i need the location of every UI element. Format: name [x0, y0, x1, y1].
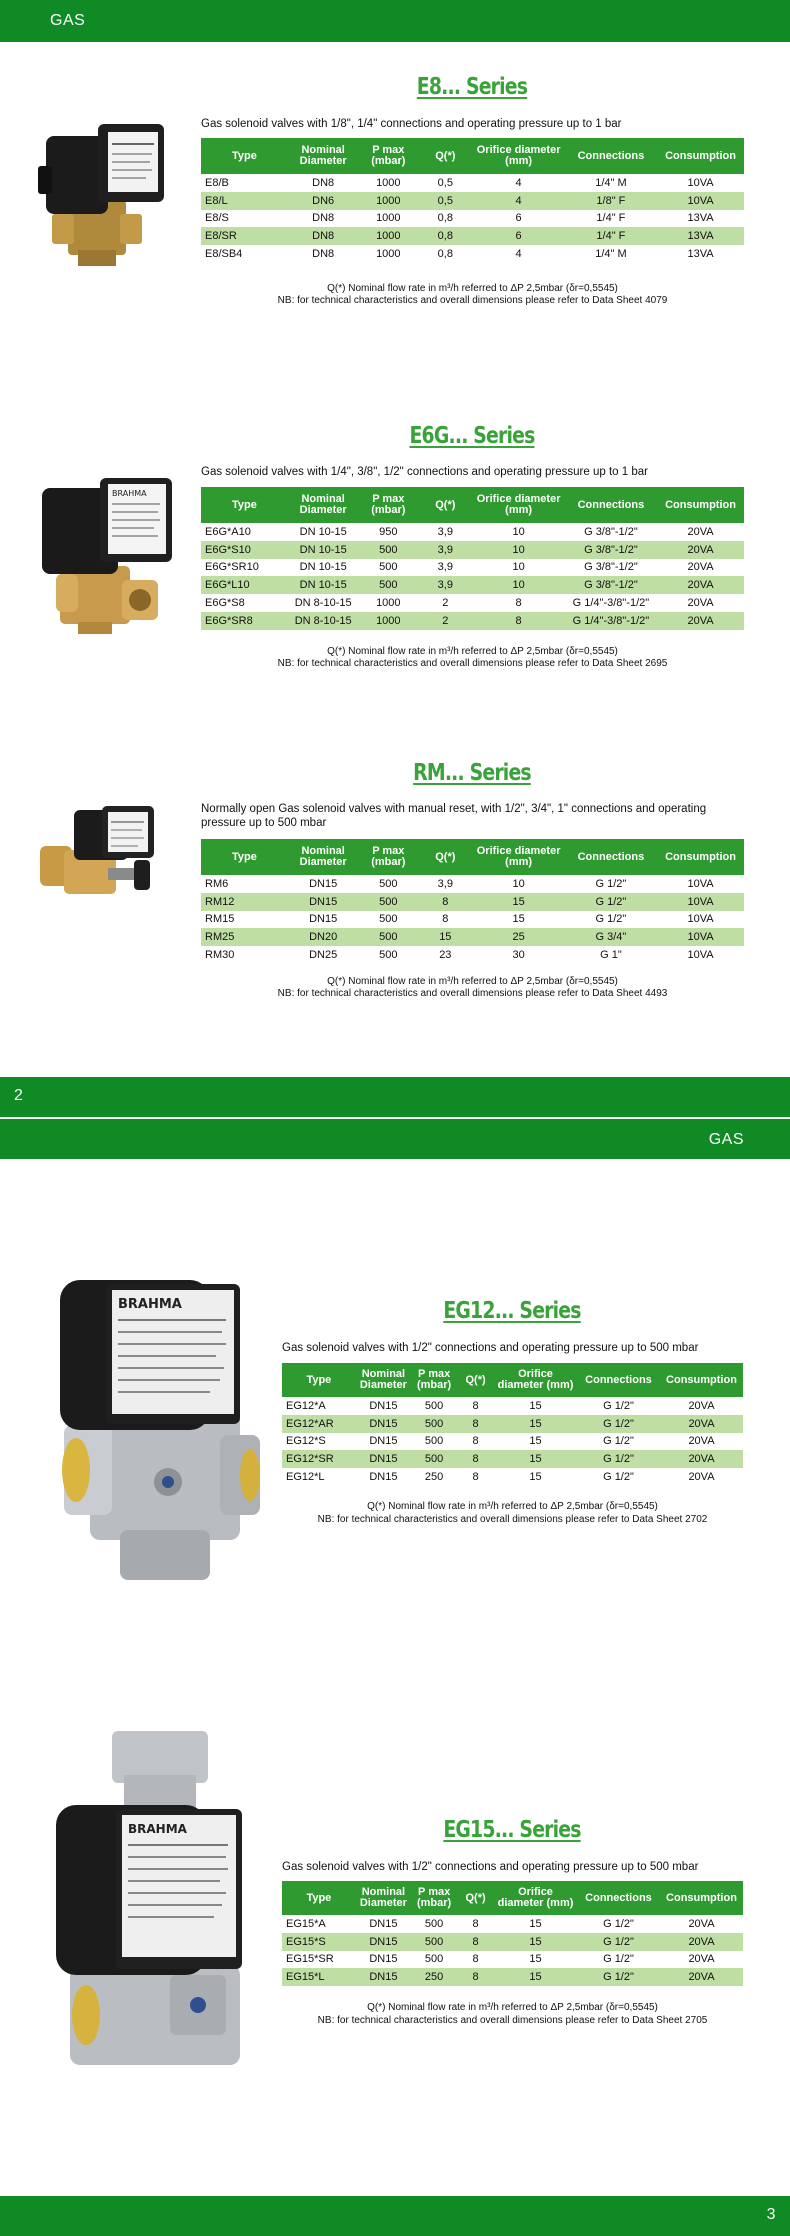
- table-cell: E8/SR: [201, 227, 288, 245]
- table-cell: DN8: [312, 248, 335, 261]
- table-cell: 10: [472, 541, 564, 559]
- table-cell: 20VA: [688, 1471, 715, 1484]
- table-cell: 1000: [376, 248, 401, 261]
- table-cell: 500: [411, 1933, 457, 1951]
- column-header: Q(*): [418, 839, 472, 875]
- series-title: EG15... Series: [443, 1817, 581, 1843]
- table-row: [282, 1397, 743, 1415]
- table-cell: 15: [494, 1415, 577, 1433]
- table-row: [201, 928, 744, 946]
- table-cell: 8: [472, 1471, 479, 1484]
- table-cell: 950: [379, 525, 398, 538]
- table-cell: 15: [529, 1953, 542, 1966]
- rm-valve-photo: [34, 800, 164, 920]
- column-header: Connections: [565, 487, 657, 523]
- table-cell: 1/4" F: [596, 212, 626, 225]
- table-cell: 2: [418, 612, 472, 630]
- table-cell: DN15: [369, 1399, 398, 1412]
- column-header: P max (mbar): [411, 1363, 457, 1397]
- table-cell: 23: [439, 949, 452, 962]
- table-cell: 500: [379, 913, 398, 926]
- column-header: P max (mbar): [411, 1881, 457, 1915]
- table-cell: EG15*SR: [286, 1953, 334, 1966]
- table-cell: RM15: [205, 913, 235, 926]
- header-band-page-3: [0, 1119, 790, 1159]
- column-header: Connections: [577, 1881, 660, 1915]
- flow-note: Q(*) Nominal flow rate in m³/h referred to ΔP 2,5mbar (δr=0,5545): [367, 1501, 658, 1512]
- column-header: Q(*): [418, 487, 472, 523]
- table-cell: 8: [442, 913, 449, 926]
- brand-label: BRAHMA: [112, 489, 147, 498]
- table-cell: 0,8: [418, 227, 472, 245]
- table-cell: DN15: [356, 1933, 411, 1951]
- table-cell: G 1/2": [603, 1953, 634, 1966]
- table-cell: DN15: [369, 1953, 398, 1966]
- table-cell: 8: [457, 1450, 494, 1468]
- table-cell: 3,9: [437, 877, 453, 890]
- column-header: Orifice diameter (mm): [472, 839, 564, 875]
- column-header: Q(*): [457, 1881, 494, 1915]
- table-cell: 4: [472, 192, 564, 210]
- series-description: Gas solenoid valves with 1/8", 1/4" connections and operating pressure up to 1 bar: [201, 118, 622, 130]
- table-cell: 15: [529, 1917, 542, 1930]
- header-label: GAS: [708, 1131, 744, 1148]
- table-cell: E6G*A10: [205, 525, 251, 538]
- table-row: [201, 523, 744, 541]
- table-cell: 8: [472, 1435, 479, 1448]
- table-cell: DN6: [288, 192, 359, 210]
- table-cell: 0,8: [437, 248, 453, 261]
- table-cell: 3,9: [418, 576, 472, 594]
- column-header: P max (mbar): [358, 839, 418, 875]
- table-cell: 500: [424, 1399, 444, 1412]
- table-cell: E8/SB4: [205, 248, 243, 261]
- table-cell: DN25: [309, 949, 338, 962]
- table-row: [201, 227, 744, 245]
- table-cell: 500: [379, 949, 398, 962]
- table-cell: 15: [494, 1968, 577, 1986]
- column-header: P max (mbar): [358, 487, 418, 523]
- table-cell: 15: [472, 893, 564, 911]
- table-cell: DN15: [356, 1450, 411, 1468]
- table-cell: 10VA: [687, 949, 714, 962]
- table-cell: 20VA: [688, 1917, 715, 1930]
- table-cell: G 1/2": [603, 1917, 634, 1930]
- table-cell: 250: [424, 1471, 444, 1484]
- spec-table: [282, 1881, 743, 1986]
- table-cell: DN 8-10-15: [288, 612, 359, 630]
- table-cell: 20VA: [687, 561, 714, 574]
- table-cell: G 3/8"-1/2": [565, 576, 657, 594]
- datasheet-note: NB: for technical characteristics and overall dimensions please refer to Data Sheet 4493: [277, 988, 668, 999]
- table-cell: DN20: [288, 928, 359, 946]
- table-cell: G 1/4"-3/8"-1/2": [565, 612, 657, 630]
- table-cell: DN15: [356, 1968, 411, 1986]
- table-cell: DN15: [288, 893, 359, 911]
- column-header: Nominal Diameter: [288, 839, 359, 875]
- series-description: Gas solenoid valves with 1/4", 3/8", 1/2" connections and operating pressure up to 1 bar: [201, 466, 648, 478]
- table-row: [282, 1968, 743, 1986]
- table-cell: 15: [529, 1471, 542, 1484]
- table-cell: 3,9: [437, 525, 453, 538]
- table-row: [201, 612, 744, 630]
- column-header: Consumption: [657, 839, 744, 875]
- table-row: [201, 541, 744, 559]
- series-title: RM... Series: [413, 760, 531, 786]
- table-cell: 15: [529, 1399, 542, 1412]
- table-cell: 1000: [358, 612, 418, 630]
- table-cell: EG12*S: [286, 1435, 326, 1448]
- table-cell: 10: [472, 576, 564, 594]
- column-header: Type: [201, 138, 288, 174]
- table-cell: 500: [358, 928, 418, 946]
- table-cell: 1000: [358, 227, 418, 245]
- table-cell: 20VA: [687, 525, 714, 538]
- e6g-valve-photo: [34, 462, 184, 640]
- table-cell: G 1/2": [577, 1968, 660, 1986]
- table-cell: 500: [424, 1953, 444, 1966]
- table-cell: 20VA: [688, 1399, 715, 1412]
- table-cell: DN 10-15: [299, 561, 347, 574]
- table-row: [201, 875, 744, 893]
- page-number: 3: [766, 2206, 776, 2223]
- table-cell: 500: [358, 541, 418, 559]
- column-header: Type: [282, 1881, 356, 1915]
- table-cell: 8: [418, 893, 472, 911]
- table-cell: 13VA: [657, 227, 744, 245]
- table-cell: 1000: [358, 192, 418, 210]
- table-cell: 15: [529, 1435, 542, 1448]
- table-cell: E8/L: [201, 192, 288, 210]
- table-row: [201, 174, 744, 192]
- table-cell: 4: [515, 176, 522, 189]
- table-cell: EG12*AR: [282, 1415, 356, 1433]
- table-cell: E6G*SR8: [201, 612, 288, 630]
- table-row: [282, 1933, 743, 1951]
- table-cell: 500: [358, 893, 418, 911]
- table-cell: DN8: [288, 227, 359, 245]
- table-cell: RM6: [205, 877, 229, 890]
- table-cell: DN 10-15: [299, 525, 347, 538]
- table-cell: 8: [472, 1399, 479, 1412]
- table-cell: 20VA: [657, 612, 744, 630]
- table-cell: DN8: [312, 176, 335, 189]
- table-cell: G 1/2": [595, 877, 627, 890]
- table-cell: DN 10-15: [288, 576, 359, 594]
- flow-note: Q(*) Nominal flow rate in m³/h referred to ΔP 2,5mbar (δr=0,5545): [327, 283, 618, 294]
- table-cell: 500: [379, 561, 398, 574]
- table-cell: 8: [472, 1953, 479, 1966]
- table-row: [201, 559, 744, 577]
- column-header: Consumption: [657, 138, 744, 174]
- table-cell: RM12: [201, 893, 288, 911]
- eg12-valve-photo: [50, 1260, 265, 1600]
- table-cell: 8: [457, 1968, 494, 1986]
- table-cell: G 1/2": [577, 1450, 660, 1468]
- column-header: Consumption: [657, 487, 744, 523]
- table-cell: 10: [512, 561, 525, 574]
- table-row: [201, 192, 744, 210]
- table-cell: DN15: [309, 877, 338, 890]
- table-cell: 30: [512, 949, 525, 962]
- series-title: EG12... Series: [443, 1298, 581, 1324]
- datasheet-note: NB: for technical characteristics and overall dimensions please refer to Data Sheet 2702: [317, 1514, 708, 1525]
- table-cell: 10: [512, 525, 525, 538]
- table-cell: 1000: [376, 176, 401, 189]
- column-header: Q(*): [418, 138, 472, 174]
- table-row: [201, 594, 744, 612]
- table-cell: G 1/2": [565, 893, 657, 911]
- table-cell: 25: [472, 928, 564, 946]
- page-number: 2: [14, 1087, 24, 1104]
- table-cell: 10VA: [687, 913, 714, 926]
- series-description: Normally open Gas solenoid valves with manual reset, with 1/2", 3/4", 1" connections and operating pressure up to 500 mbar: [201, 803, 707, 829]
- table-cell: 500: [424, 1435, 444, 1448]
- table-cell: DN15: [356, 1415, 411, 1433]
- table-cell: 1/4" M: [595, 176, 627, 189]
- table-cell: RM30: [205, 949, 235, 962]
- table-cell: 500: [358, 576, 418, 594]
- e8-valve-photo: [38, 110, 178, 275]
- footer-band-page-2: [0, 1077, 790, 1117]
- table-cell: E6G*SR10: [205, 561, 259, 574]
- spec-table: [201, 839, 744, 964]
- datasheet-note: NB: for technical characteristics and overall dimensions please refer to Data Sheet 2695: [277, 658, 668, 669]
- table-row: [201, 911, 744, 929]
- table-cell: 1/8" F: [565, 192, 657, 210]
- table-cell: 20VA: [688, 1435, 715, 1448]
- spec-table: [201, 487, 744, 630]
- table-row: [282, 1415, 743, 1433]
- table-cell: DN15: [369, 1471, 398, 1484]
- table-cell: 15: [494, 1933, 577, 1951]
- table-cell: EG15*S: [282, 1933, 356, 1951]
- column-header: Consumption: [660, 1363, 743, 1397]
- table-cell: 0,8: [437, 212, 453, 225]
- table-cell: DN 8-10-15: [294, 597, 352, 610]
- flow-note: Q(*) Nominal flow rate in m³/h referred to ΔP 2,5mbar (δr=0,5545): [327, 646, 618, 657]
- table-cell: 1/4" F: [565, 227, 657, 245]
- table-cell: 2: [442, 597, 449, 610]
- table-cell: 6: [515, 212, 522, 225]
- table-cell: 20VA: [687, 597, 714, 610]
- table-cell: 10VA: [687, 176, 714, 189]
- table-cell: 1000: [376, 212, 401, 225]
- table-cell: 20VA: [657, 541, 744, 559]
- column-header: Nominal Diameter: [288, 138, 359, 174]
- table-cell: G 3/8"-1/2": [565, 541, 657, 559]
- column-header: Orifice diameter (mm): [494, 1363, 577, 1397]
- table-cell: 10: [512, 877, 525, 890]
- column-header: Orifice diameter (mm): [472, 487, 564, 523]
- column-header: Nominal Diameter: [356, 1363, 411, 1397]
- table-cell: G 1/4"-3/8"-1/2": [572, 597, 650, 610]
- table-cell: EG12*SR: [282, 1450, 356, 1468]
- table-cell: DN 10-15: [288, 541, 359, 559]
- table-cell: G 1/2": [577, 1933, 660, 1951]
- column-header: Nominal Diameter: [288, 487, 359, 523]
- table-cell: 500: [411, 1450, 457, 1468]
- column-header: Connections: [577, 1363, 660, 1397]
- header-label: GAS: [50, 12, 86, 29]
- table-cell: DN15: [309, 913, 338, 926]
- table-cell: E6G*L10: [201, 576, 288, 594]
- table-cell: G 1/2": [595, 913, 627, 926]
- table-row: [282, 1433, 743, 1451]
- table-cell: E8/S: [205, 212, 229, 225]
- table-cell: 3,9: [418, 541, 472, 559]
- table-cell: G 3/4": [565, 928, 657, 946]
- table-row: [201, 210, 744, 228]
- table-cell: 6: [472, 227, 564, 245]
- table-cell: 20VA: [660, 1450, 743, 1468]
- table-cell: E8/B: [205, 176, 229, 189]
- spec-table: [282, 1363, 743, 1486]
- table-cell: 1/4" M: [595, 248, 627, 261]
- table-row: [282, 1915, 743, 1933]
- table-cell: G 1/2": [603, 1435, 634, 1448]
- table-cell: 250: [411, 1968, 457, 1986]
- table-cell: 13VA: [687, 248, 714, 261]
- table-cell: EG12*L: [286, 1471, 325, 1484]
- table-cell: 8: [472, 612, 564, 630]
- series-description: Gas solenoid valves with 1/2" connections and operating pressure up to 500 mbar: [282, 1861, 699, 1873]
- series-description: Gas solenoid valves with 1/2" connections and operating pressure up to 500 mbar: [282, 1342, 699, 1354]
- series-title: E6G... Series: [409, 423, 535, 449]
- column-header: Type: [282, 1363, 356, 1397]
- table-cell: 10VA: [657, 928, 744, 946]
- table-cell: RM25: [201, 928, 288, 946]
- table-cell: G 1/2": [603, 1399, 634, 1412]
- footer-band-page-3: [0, 2196, 790, 2236]
- header-band-top: [0, 0, 790, 42]
- datasheet-note: NB: for technical characteristics and overall dimensions please refer to Data Sheet 2705: [317, 2015, 708, 2026]
- table-cell: E6G*S8: [205, 597, 245, 610]
- table-cell: 8: [457, 1933, 494, 1951]
- table-cell: 20VA: [660, 1933, 743, 1951]
- table-row: [201, 946, 744, 964]
- table-cell: 3,9: [437, 561, 453, 574]
- table-cell: 500: [424, 1917, 444, 1930]
- table-cell: 15: [418, 928, 472, 946]
- column-header: Connections: [565, 138, 657, 174]
- table-cell: EG15*L: [282, 1968, 356, 1986]
- table-cell: 20VA: [688, 1953, 715, 1966]
- table-cell: G 3/8"-1/2": [584, 561, 638, 574]
- flow-note: Q(*) Nominal flow rate in m³/h referred to ΔP 2,5mbar (δr=0,5545): [367, 2002, 658, 2013]
- table-cell: G 3/8"-1/2": [584, 525, 638, 538]
- table-cell: 20VA: [657, 576, 744, 594]
- column-header: Consumption: [660, 1881, 743, 1915]
- table-cell: 15: [512, 913, 525, 926]
- table-cell: G 1": [600, 949, 622, 962]
- table-cell: 4: [515, 248, 522, 261]
- table-cell: 13VA: [687, 212, 714, 225]
- table-cell: 20VA: [660, 1415, 743, 1433]
- column-header: Type: [201, 487, 288, 523]
- table-cell: G 1/2": [577, 1415, 660, 1433]
- brand-label: BRAHMA: [118, 1297, 182, 1312]
- column-header: Orifice diameter (mm): [472, 138, 564, 174]
- flow-note: Q(*) Nominal flow rate in m³/h referred to ΔP 2,5mbar (δr=0,5545): [327, 976, 618, 987]
- table-cell: 8: [457, 1415, 494, 1433]
- column-header: Nominal Diameter: [356, 1881, 411, 1915]
- table-cell: EG15*A: [286, 1917, 326, 1930]
- table-cell: EG12*A: [286, 1399, 326, 1412]
- table-cell: 0,5: [437, 176, 453, 189]
- table-cell: 1000: [376, 597, 401, 610]
- table-cell: 0,5: [418, 192, 472, 210]
- column-header: Orifice diameter (mm): [494, 1881, 577, 1915]
- table-row: [201, 893, 744, 911]
- column-header: Type: [201, 839, 288, 875]
- table-row: [282, 1450, 743, 1468]
- table-cell: 20VA: [660, 1968, 743, 1986]
- column-header: Connections: [565, 839, 657, 875]
- column-header: Q(*): [457, 1363, 494, 1397]
- table-cell: E6G*S10: [201, 541, 288, 559]
- table-row: [201, 245, 744, 263]
- series-title: E8... Series: [416, 74, 528, 100]
- table-cell: 500: [411, 1415, 457, 1433]
- table-cell: 10VA: [687, 877, 714, 890]
- table-cell: 10VA: [657, 893, 744, 911]
- table-cell: G 1/2": [603, 1471, 634, 1484]
- table-cell: DN15: [369, 1917, 398, 1930]
- table-row: [282, 1468, 743, 1486]
- spec-table: [201, 138, 744, 263]
- datasheet-note: NB: for technical characteristics and overall dimensions please refer to Data Sheet 4079: [277, 295, 668, 306]
- table-cell: 10VA: [657, 192, 744, 210]
- table-row: [201, 576, 744, 594]
- table-cell: DN15: [369, 1435, 398, 1448]
- table-cell: 8: [472, 1917, 479, 1930]
- table-cell: 15: [494, 1450, 577, 1468]
- table-cell: DN8: [312, 212, 335, 225]
- table-cell: 8: [515, 597, 522, 610]
- table-row: [282, 1951, 743, 1969]
- table-cell: 500: [379, 877, 398, 890]
- eg15-valve-photo: [50, 1725, 250, 2080]
- column-header: P max (mbar): [358, 138, 418, 174]
- brand-label: BRAHMA: [128, 1822, 187, 1836]
